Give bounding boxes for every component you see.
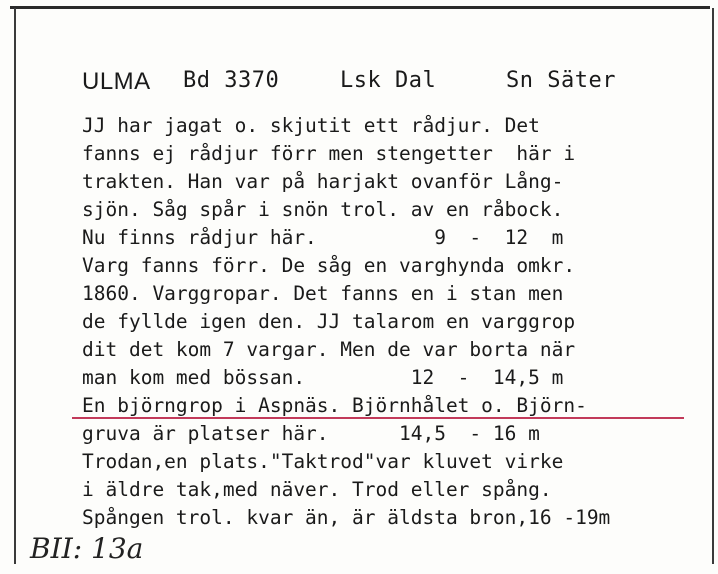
header-word: ULMA <box>82 68 151 95</box>
text-line: de fyllde igen den. JJ talarom en varggrop <box>82 310 576 333</box>
text-line: trakten. Han var på harjakt ovanför Lång- <box>82 170 564 193</box>
header-lsk: Lsk Dal <box>340 68 437 93</box>
text-line: JJ har jagat o. skjutit ett rådjur. Det <box>82 114 540 137</box>
text-line: dit det kom 7 vargar. Men de var borta när <box>82 338 576 361</box>
card-header <box>0 68 718 104</box>
text-line: Trodan,en plats."Taktrod"var kluvet virke <box>82 450 564 473</box>
text-line: En björngrop i Aspnäs. Björnhålet o. Björn- <box>82 394 587 417</box>
handwritten-marker: BII: 13a <box>30 532 144 565</box>
text-line: Varg fanns förr. De såg en varghynda omkr. <box>82 254 576 277</box>
text-line: 1860. Varggropar. Det fanns en i stan men <box>82 282 564 305</box>
header-sn: Sn Säter <box>506 68 616 93</box>
scan-edge-top <box>10 6 710 9</box>
red-underline <box>72 417 684 419</box>
card-body <box>82 112 692 532</box>
text-line: gruva är platser här. 14,5 - 16 m <box>82 422 540 445</box>
text-line: man kom med bössan. 12 - 14,5 m <box>82 366 564 389</box>
text-line: Nu finns rådjur här. 9 - 12 m <box>82 226 564 249</box>
header-bd: Bd 3370 <box>183 68 280 93</box>
text-line: fanns ej rådjur förr men stengetter här i <box>82 142 576 165</box>
text-line: sjön. Såg spår i snön trol. av en råbock. <box>82 198 564 221</box>
text-line: i äldre tak,med näver. Trod eller spång. <box>82 478 552 501</box>
text-line: Spången trol. kvar än, är äldsta bron,16 -19m <box>82 506 611 529</box>
